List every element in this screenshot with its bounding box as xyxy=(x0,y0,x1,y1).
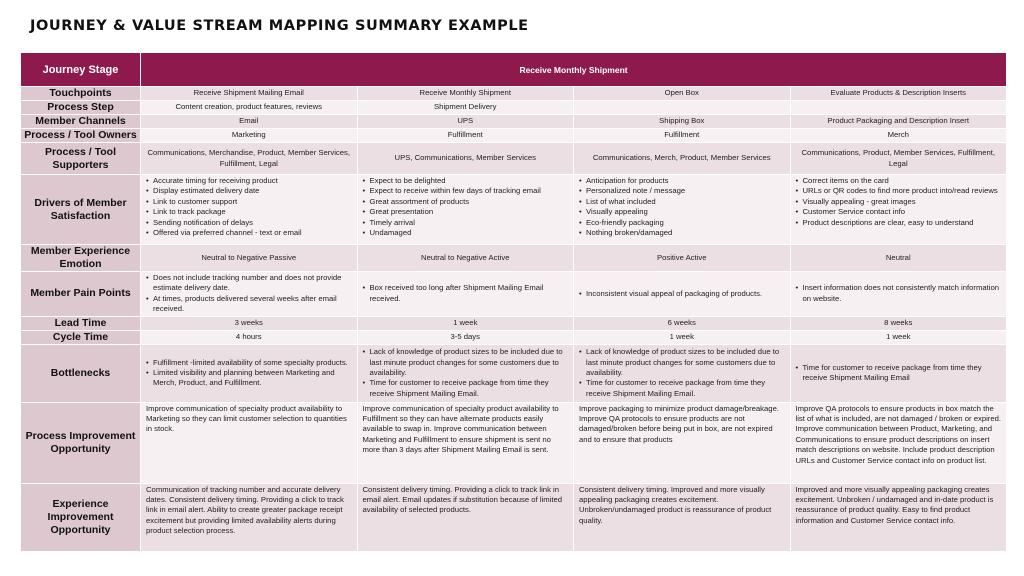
table-cell xyxy=(141,344,358,402)
table-cell xyxy=(790,272,1007,317)
bullet-item: • Expect to be delighted xyxy=(363,176,569,186)
table-cell: Improve packaging to minimize product damage/breakage. Improve QA protocols to ensure products are not damaged/broken before being put in box, are not expired and to ensure that products xyxy=(574,402,791,483)
row-experience-improvement-opportunity xyxy=(21,483,1007,551)
bullet-item: • Personalized note / message xyxy=(579,186,785,196)
table-cell: 3-5 days xyxy=(357,330,574,344)
table-cell: Product Packaging and Description Insert xyxy=(790,115,1007,129)
bullet-item: • Lack of knowledge of product sizes to be included due to last minute product changes for some customers due to availability. xyxy=(579,347,785,378)
row-bottlenecks xyxy=(21,344,1007,402)
table-cell: Communication of tracking number and accurate delivery dates. Consistent delivery timing. Providing a click to track link in email alert. Ability to create greater package receipt excitement but providing limited availability alerts during product selection process. xyxy=(141,483,358,551)
bullet-item: • Link to track package xyxy=(146,207,352,217)
table-cell xyxy=(574,101,791,115)
bullet-item: • Limited visibility and planning between Marketing and Merch, Product, and Fulfillment. xyxy=(146,368,352,389)
table-cell xyxy=(574,175,791,245)
bullet-item: • Great assortment of products xyxy=(363,197,569,207)
table-cell xyxy=(574,344,791,402)
bullet-list xyxy=(363,283,569,304)
journey-mapping-table xyxy=(20,52,1007,552)
bullet-item: • Inconsistent visual appeal of packaging of products. xyxy=(579,289,785,299)
bullet-list xyxy=(146,273,352,315)
row-label-drivers-of-member-satisfaction: Drivers of Member Satisfaction xyxy=(21,175,141,245)
bullet-list xyxy=(363,176,569,238)
bullet-item: • Does not include tracking number and does not provide estimate delivery date. xyxy=(146,273,352,294)
bullet-item: • Nothing broken/damaged xyxy=(579,228,785,238)
journey-stage-value: Receive Monthly Shipment xyxy=(141,53,1007,87)
table-cell: Fulfillment xyxy=(357,129,574,143)
row-drivers-of-member-satisfaction xyxy=(21,175,1007,245)
table-cell: Open Box xyxy=(574,87,791,101)
table-cell: Receive Shipment Mailing Email xyxy=(141,87,358,101)
table-cell: 1 week xyxy=(357,316,574,330)
table-cell: Evaluate Products & Description Inserts xyxy=(790,87,1007,101)
table-cell: Neutral to Negative Active xyxy=(357,245,574,272)
table-cell xyxy=(357,272,574,317)
bullet-list xyxy=(796,283,1002,304)
table-cell: Neutral xyxy=(790,245,1007,272)
table-cell: Shipping Box xyxy=(574,115,791,129)
bullet-item: • Customer Service contact info xyxy=(796,207,1002,217)
bullet-item: • Anticipation for products xyxy=(579,176,785,186)
bullet-item: • Link to customer support xyxy=(146,197,352,207)
row-cycle-time xyxy=(21,330,1007,344)
table-cell xyxy=(574,272,791,317)
bullet-list xyxy=(363,347,569,399)
row-label-member-channels: Member Channels xyxy=(21,115,141,129)
row-label-process-tool-supporters: Process / Tool Supporters xyxy=(21,143,141,175)
table-cell: Improve communication of specialty product availability to Fulfillment so they can have alternate products easily available to swap in. Improve communication between Marketing and Fulfillment to ensure shipment is sent no more than 3 days after Shipment Mailing Email is sent. xyxy=(357,402,574,483)
bullet-item: • Product descriptions are clear, easy to understand xyxy=(796,218,1002,228)
table-cell: Email xyxy=(141,115,358,129)
row-member-pain-points xyxy=(21,272,1007,317)
table-cell: Improve communication of specialty product availability to Marketing so they can limit customer selection to quantities in stock. xyxy=(141,402,358,483)
table-cell: Improve QA protocols to ensure products in box match the list of what is included, are not damaged / broken or expired. Improve communication between Product, Marketing, and Communications to ensure product descriptions on insert match descriptions on website. Include product description URLs and Customer Service contact info on product list. xyxy=(790,402,1007,483)
page-title: JOURNEY & VALUE STREAM MAPPING SUMMARY EXAMPLE xyxy=(30,18,529,34)
row-label-bottlenecks: Bottlenecks xyxy=(21,344,141,402)
table-cell xyxy=(357,344,574,402)
table-cell: 8 weeks xyxy=(790,316,1007,330)
table-cell: Communications, Product, Member Services, Fulfillment, Legal xyxy=(790,143,1007,175)
table-cell xyxy=(790,175,1007,245)
table-cell xyxy=(141,272,358,317)
table-cell: Neutral to Negative Passive xyxy=(141,245,358,272)
table-cell: Communications, Merch, Product, Member Services xyxy=(574,143,791,175)
bullet-list xyxy=(796,176,1002,228)
journey-stage-label: Journey Stage xyxy=(21,53,141,87)
row-label-lead-time: Lead Time xyxy=(21,316,141,330)
bullet-item: • Great presentation xyxy=(363,207,569,217)
table-cell: Receive Monthly Shipment xyxy=(357,87,574,101)
row-touchpoints xyxy=(21,87,1007,101)
table-cell: UPS xyxy=(357,115,574,129)
bullet-list xyxy=(146,176,352,238)
bullet-item: • Undamaged xyxy=(363,228,569,238)
table-cell: Marketing xyxy=(141,129,358,143)
table-cell: Merch xyxy=(790,129,1007,143)
table-body xyxy=(21,87,1007,552)
table-cell: Consistent delivery timing. Improved and more visually appealing packaging creates excitement. Unbroken/undamaged product is reassurance of product quality. xyxy=(574,483,791,551)
table-cell: Fulfillment xyxy=(574,129,791,143)
bullet-item: • Visually appealing xyxy=(579,207,785,217)
bullet-list xyxy=(579,289,785,299)
table-cell: 4 hours xyxy=(141,330,358,344)
row-label-process-step: Process Step xyxy=(21,101,141,115)
table-cell: Communications, Merchandise, Product, Member Services, Fulfillment, Legal xyxy=(141,143,358,175)
bullet-list xyxy=(146,358,352,389)
bullet-item: • Timely arrival xyxy=(363,218,569,228)
bullet-item: • Time for customer to receive package from time they receive Shipment Mailing Email. xyxy=(579,378,785,399)
row-process-step xyxy=(21,101,1007,115)
bullet-item: • URLs or QR codes to find more product into/read reviews xyxy=(796,186,1002,196)
bullet-item: • Time for customer to receive package from time they receive Shipment Mailing Email. xyxy=(363,378,569,399)
bullet-item: • Lack of knowledge of product sizes to be included due to last minute product changes for some customers due to availability. xyxy=(363,347,569,378)
bullet-item: • Fulfillment -limited availability of some specialty products. xyxy=(146,358,352,368)
table-cell: Content creation, product features, reviews xyxy=(141,101,358,115)
bullet-item: • Time for customer to receive package from time they receive Shipment Mailing Email xyxy=(796,363,1002,384)
bullet-item: • Expect to receive within few days of tracking email xyxy=(363,186,569,196)
bullet-item: • At times, products delivered several weeks after email received. xyxy=(146,294,352,315)
row-label-cycle-time: Cycle Time xyxy=(21,330,141,344)
row-member-experience-emotion xyxy=(21,245,1007,272)
table-cell: Consistent delivery timing. Providing a click to track link in email alert. Email updates if substitution because of limited availability of selected products. xyxy=(357,483,574,551)
table-cell xyxy=(141,175,358,245)
row-process-tool-owners xyxy=(21,129,1007,143)
bullet-list xyxy=(796,363,1002,384)
bullet-item: • Accurate timing for receiving product xyxy=(146,176,352,186)
bullet-item: • Offered via preferred channel - text or email xyxy=(146,228,352,238)
table-cell: 3 weeks xyxy=(141,316,358,330)
table-cell: 1 week xyxy=(790,330,1007,344)
table-cell xyxy=(357,175,574,245)
table-cell: UPS, Communications, Member Services xyxy=(357,143,574,175)
row-member-channels xyxy=(21,115,1007,129)
row-lead-time xyxy=(21,316,1007,330)
bullet-item: • Box received too long after Shipment Mailing Email received. xyxy=(363,283,569,304)
row-label-experience-improvement-opportunity: Experience Improvement Opportunity xyxy=(21,483,141,551)
bullet-item: • Sending notification of delays xyxy=(146,218,352,228)
bullet-list xyxy=(579,176,785,238)
table-cell xyxy=(790,344,1007,402)
bullet-item: • Visually appealing - great images xyxy=(796,197,1002,207)
bullet-item: • Eco-friendly packaging xyxy=(579,218,785,228)
row-label-process-improvement-opportunity: Process Improvement Opportunity xyxy=(21,402,141,483)
row-label-member-pain-points: Member Pain Points xyxy=(21,272,141,317)
bullet-item: • Insert information does not consistently match information on website. xyxy=(796,283,1002,304)
row-process-improvement-opportunity xyxy=(21,402,1007,483)
table-cell: 1 week xyxy=(574,330,791,344)
table-cell xyxy=(790,101,1007,115)
table-cell: Shipment Delivery xyxy=(357,101,574,115)
row-process-tool-supporters xyxy=(21,143,1007,175)
bullet-list xyxy=(579,347,785,399)
row-label-process-tool-owners: Process / Tool Owners xyxy=(21,129,141,143)
row-label-member-experience-emotion: Member Experience Emotion xyxy=(21,245,141,272)
row-label-touchpoints: Touchpoints xyxy=(21,87,141,101)
table-cell: Positive Active xyxy=(574,245,791,272)
bullet-item: • Correct items on the card xyxy=(796,176,1002,186)
bullet-item: • Display estimated delivery date xyxy=(146,186,352,196)
table-cell: 6 weeks xyxy=(574,316,791,330)
table-cell: Improved and more visually appealing packaging creates excitement. Unbroken / undamaged and in-date product is reassurance of product quality. Easy to find product information and Customer Service contact info. xyxy=(790,483,1007,551)
bullet-item: • List of what included xyxy=(579,197,785,207)
